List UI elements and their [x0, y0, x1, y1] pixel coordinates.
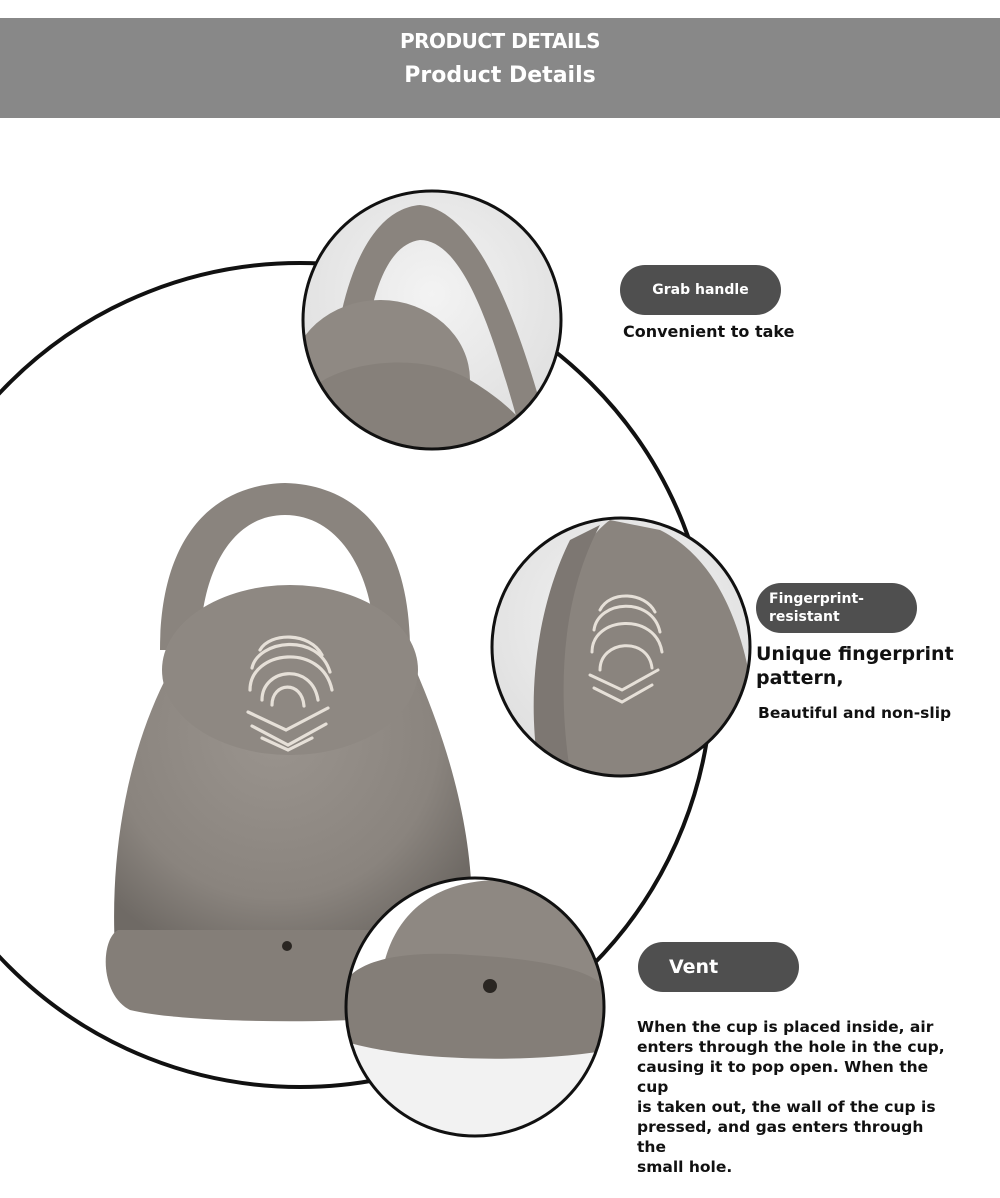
grab-handle-label: Grab handle	[652, 282, 749, 298]
vent-label: Vent	[669, 956, 719, 978]
banner-title-upper: PRODUCT DETAILS	[399, 29, 601, 53]
fingerprint-badge	[756, 583, 917, 633]
vent-closeup	[340, 878, 610, 1140]
fingerprint-description: Beautiful and non-slip	[758, 704, 952, 722]
banner-title: Product Details	[404, 63, 596, 88]
fingerprint-closeup	[492, 518, 760, 800]
fingerprint-label: Fingerprint- resistant	[769, 591, 864, 625]
vent-badge	[638, 942, 799, 992]
handle-closeup	[290, 191, 561, 470]
grab-handle-description: Convenient to take	[623, 322, 795, 341]
grab-handle-badge	[620, 265, 781, 315]
fingerprint-title: Unique fingerprint pattern,	[756, 643, 954, 689]
vent-description: When the cup is placed inside, air enters through the hole in the cup, causing it to pop open. When the cup is taken out, the wall of the cup is pressed, and gas enters through the small hole.	[637, 1018, 945, 1176]
vent-hole	[483, 979, 497, 993]
